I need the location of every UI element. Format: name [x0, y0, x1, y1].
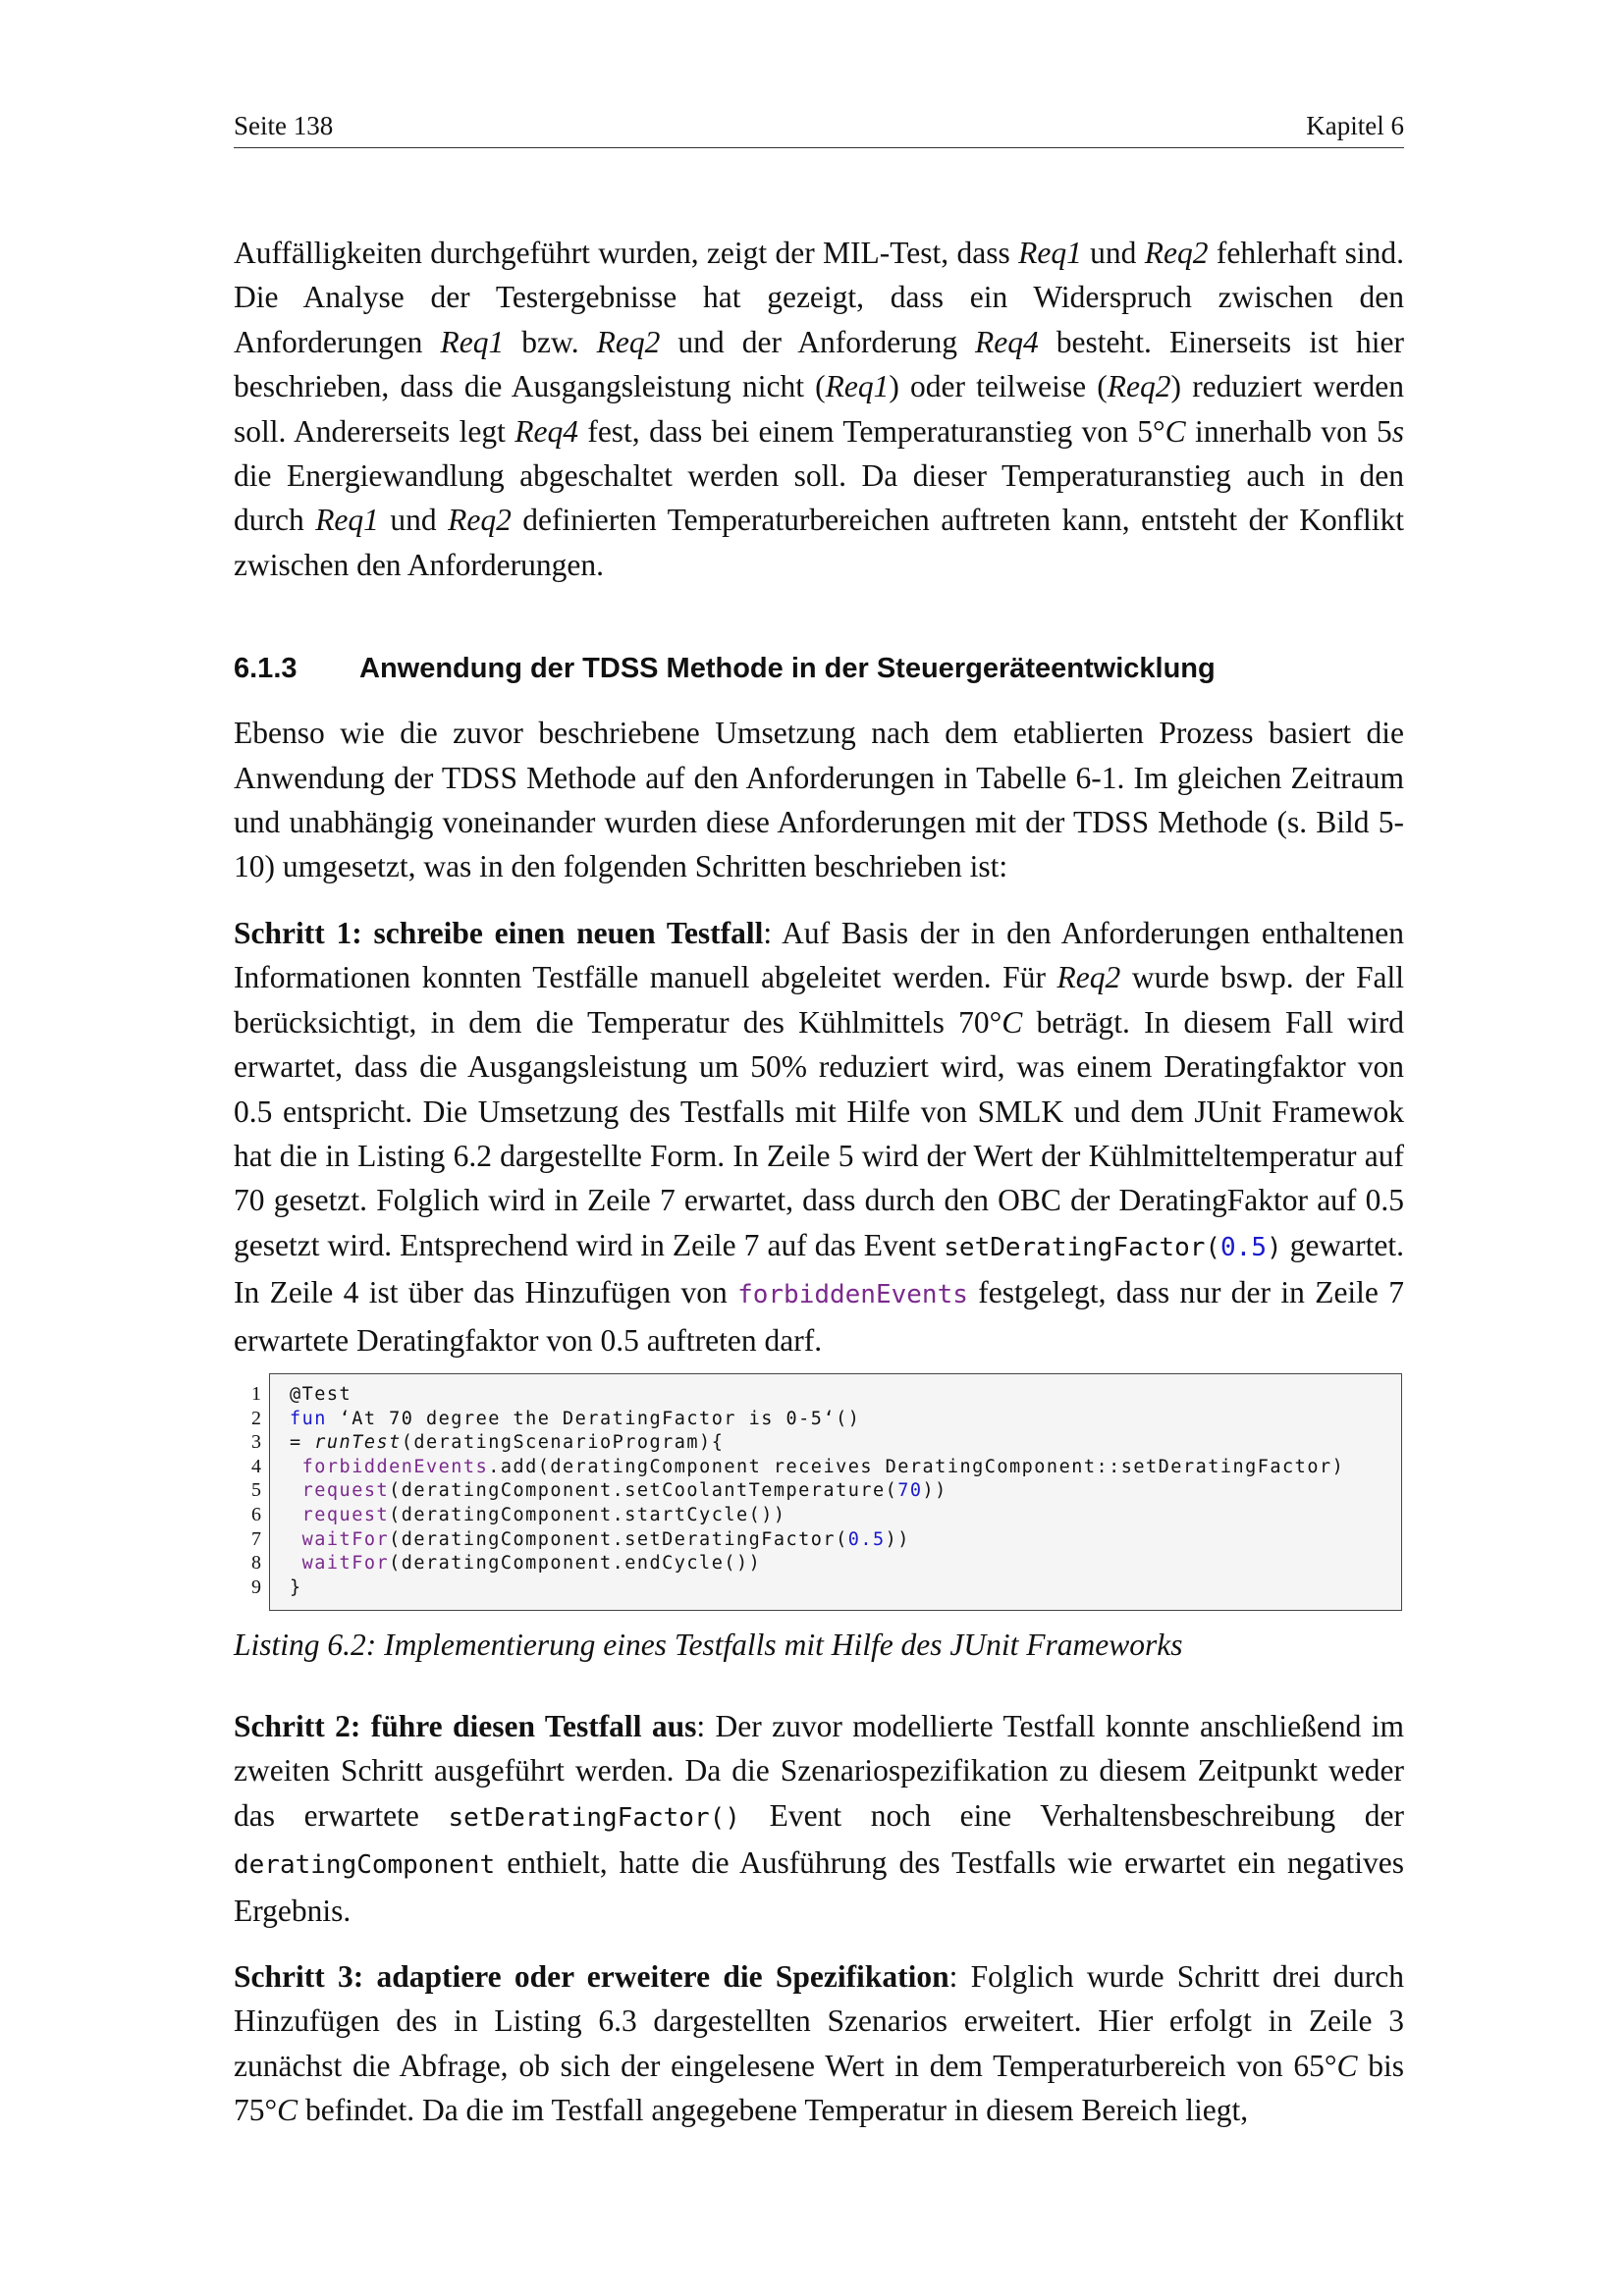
code-line: waitFor(deratingComponent.setDeratingFactor(0.5))	[290, 1528, 910, 1550]
code-line: request(deratingComponent.setCoolantTemperature(70))	[290, 1480, 947, 1502]
line-number: 6	[251, 1503, 261, 1525]
line-number: 7	[251, 1527, 261, 1550]
page-number: Seite 138	[234, 111, 334, 140]
section-title: Anwendung der TDSS Methode in der Steuergeräteentwicklung	[359, 653, 1216, 685]
code-line: = runTest(deratingScenarioProgram){	[290, 1432, 725, 1454]
listing-caption: Listing 6.2: Implementierung eines Testfalls mit Hilfe des JUnit Frameworks	[234, 1627, 1183, 1662]
code-line: fun ‘At 70 degree the DeratingFactor is 0-5‘()	[290, 1408, 861, 1429]
code-line: request(deratingComponent.startCycle())	[290, 1504, 786, 1525]
line-number: 2	[251, 1407, 261, 1429]
paragraph-step3: Schritt 3: adaptiere oder erweitere die Spezifikation: Folglich wurde Schritt drei durch Hinzufügen des in Listing 6.3 dargestellten Szenarios erweitert. Hier erfolgt in Zeile 3 zunächst die Abfrage, ob sich der eingelesene Wert in dem Temperaturbereich von 65°C bis 75°C befindet. Da die im Testfall angegebene Temperatur in diesem Bereich liegt,	[234, 1958, 1404, 2128]
code-line: forbiddenEvents.add(deratingComponent receives DeratingComponent::setDeratingFactor)	[290, 1456, 1345, 1477]
paragraph-step1: Schritt 1: schreibe einen neuen Testfall: Auf Basis der in den Anforderungen enthaltenen Informationen konnten Testfälle manuell abgeleitet werden. Für Req2 wurde bswp. der Fall berücksichtigt, in dem die Temperatur des Kühlmittels 70°C beträgt. In diesem Fall wird erwartet, dass die Ausgangsleistung um 50% reduziert wird, was einem Deratingfaktor von 0.5 entspricht. Die Umsetzung des Testfalls mit Hilfe von SMLK und dem JUnit Framewok hat die in Listing 6.2 dargestellte Form. In Zeile 5 wird der Wert der Kühlmitteltemperatur auf 70 gesetzt. Folglich wird in Zeile 7 erwartet, dass durch den OBC der DeratingFaktor auf 0.5 gesetzt wird. Entsprechend wird in Zeile 7 auf das Event setDeratingFactor(0.5) gewartet. In Zeile 4 ist über das Hinzufügen von forbiddenEvents festgelegt, dass nur der in Zeile 7 erwartete Deratingfaktor von 0.5 auftreten darf.	[234, 915, 1405, 1358]
code-box	[269, 1373, 1402, 1611]
line-number: 4	[251, 1455, 261, 1477]
page-body	[234, 231, 1404, 2133]
code-line: }	[290, 1576, 302, 1598]
line-numbers	[222, 1373, 261, 1599]
paragraph-step2: Schritt 2: führe diesen Testfall aus: Der zuvor modellierte Testfall konnte anschließend im zweiten Schritt ausgeführt werden. Da die Szenariospezifikation zu diesem Zeitpunkt weder das erwartete setDeratingFactor() Event noch eine Verhaltensbeschreibung der deratingComponent enthielt, hatte die Ausführung des Testfalls wie erwartet ein negatives Ergebnis.	[234, 1708, 1405, 1928]
paragraph-conflict: Auffälligkeiten durchgeführt wurden, zeigt der MIL-Test, dass Req1 und Req2 fehlerhaft sind. Die Analyse der Testergebnisse hat gezeigt, dass ein Widerspruch zwischen den Anforderungen Req1 bzw. Req2 und der Anforderung Req4 besteht. Einerseits ist hier beschrieben, dass die Ausgangsleistung nicht (Req1) oder teilweise (Req2) reduziert werden soll. Andererseits legt Req4 fest, dass bei einem Temperaturanstieg von 5°C innerhalb von 5s die Energiewandlung abgeschaltet werden soll. Da dieser Temperaturanstieg auch in den durch Req1 und Req2 definierten Temperaturbereichen auftreten kann, entsteht der Konflikt zwischen den Anforderungen.	[234, 236, 1404, 582]
line-number: 9	[251, 1575, 261, 1598]
section-number: 6.1.3	[234, 653, 298, 685]
line-number: 8	[251, 1552, 261, 1575]
line-number: 5	[251, 1479, 261, 1502]
code-line: @Test	[290, 1383, 352, 1405]
code-line: waitFor(deratingComponent.endCycle())	[290, 1553, 762, 1575]
paragraph-intro: Ebenso wie die zuvor beschriebene Umsetzung nach dem etablierten Prozess basiert die Anwendung der TDSS Methode auf den Anforderungen in Tabelle 6-1. Im gleichen Zeitraum und unabhängig voneinander wurden diese Anforderungen mit der TDSS Methode (s. Bild 5-10) umgesetzt, was in den folgenden Schritten beschrieben ist:	[234, 716, 1404, 884]
section-heading	[234, 649, 1404, 688]
line-number: 1	[251, 1382, 261, 1405]
chapter-label: Kapitel 6	[1306, 111, 1404, 140]
page-header	[234, 106, 1404, 148]
line-number: 3	[251, 1431, 261, 1454]
code-listing	[234, 1373, 1404, 1613]
